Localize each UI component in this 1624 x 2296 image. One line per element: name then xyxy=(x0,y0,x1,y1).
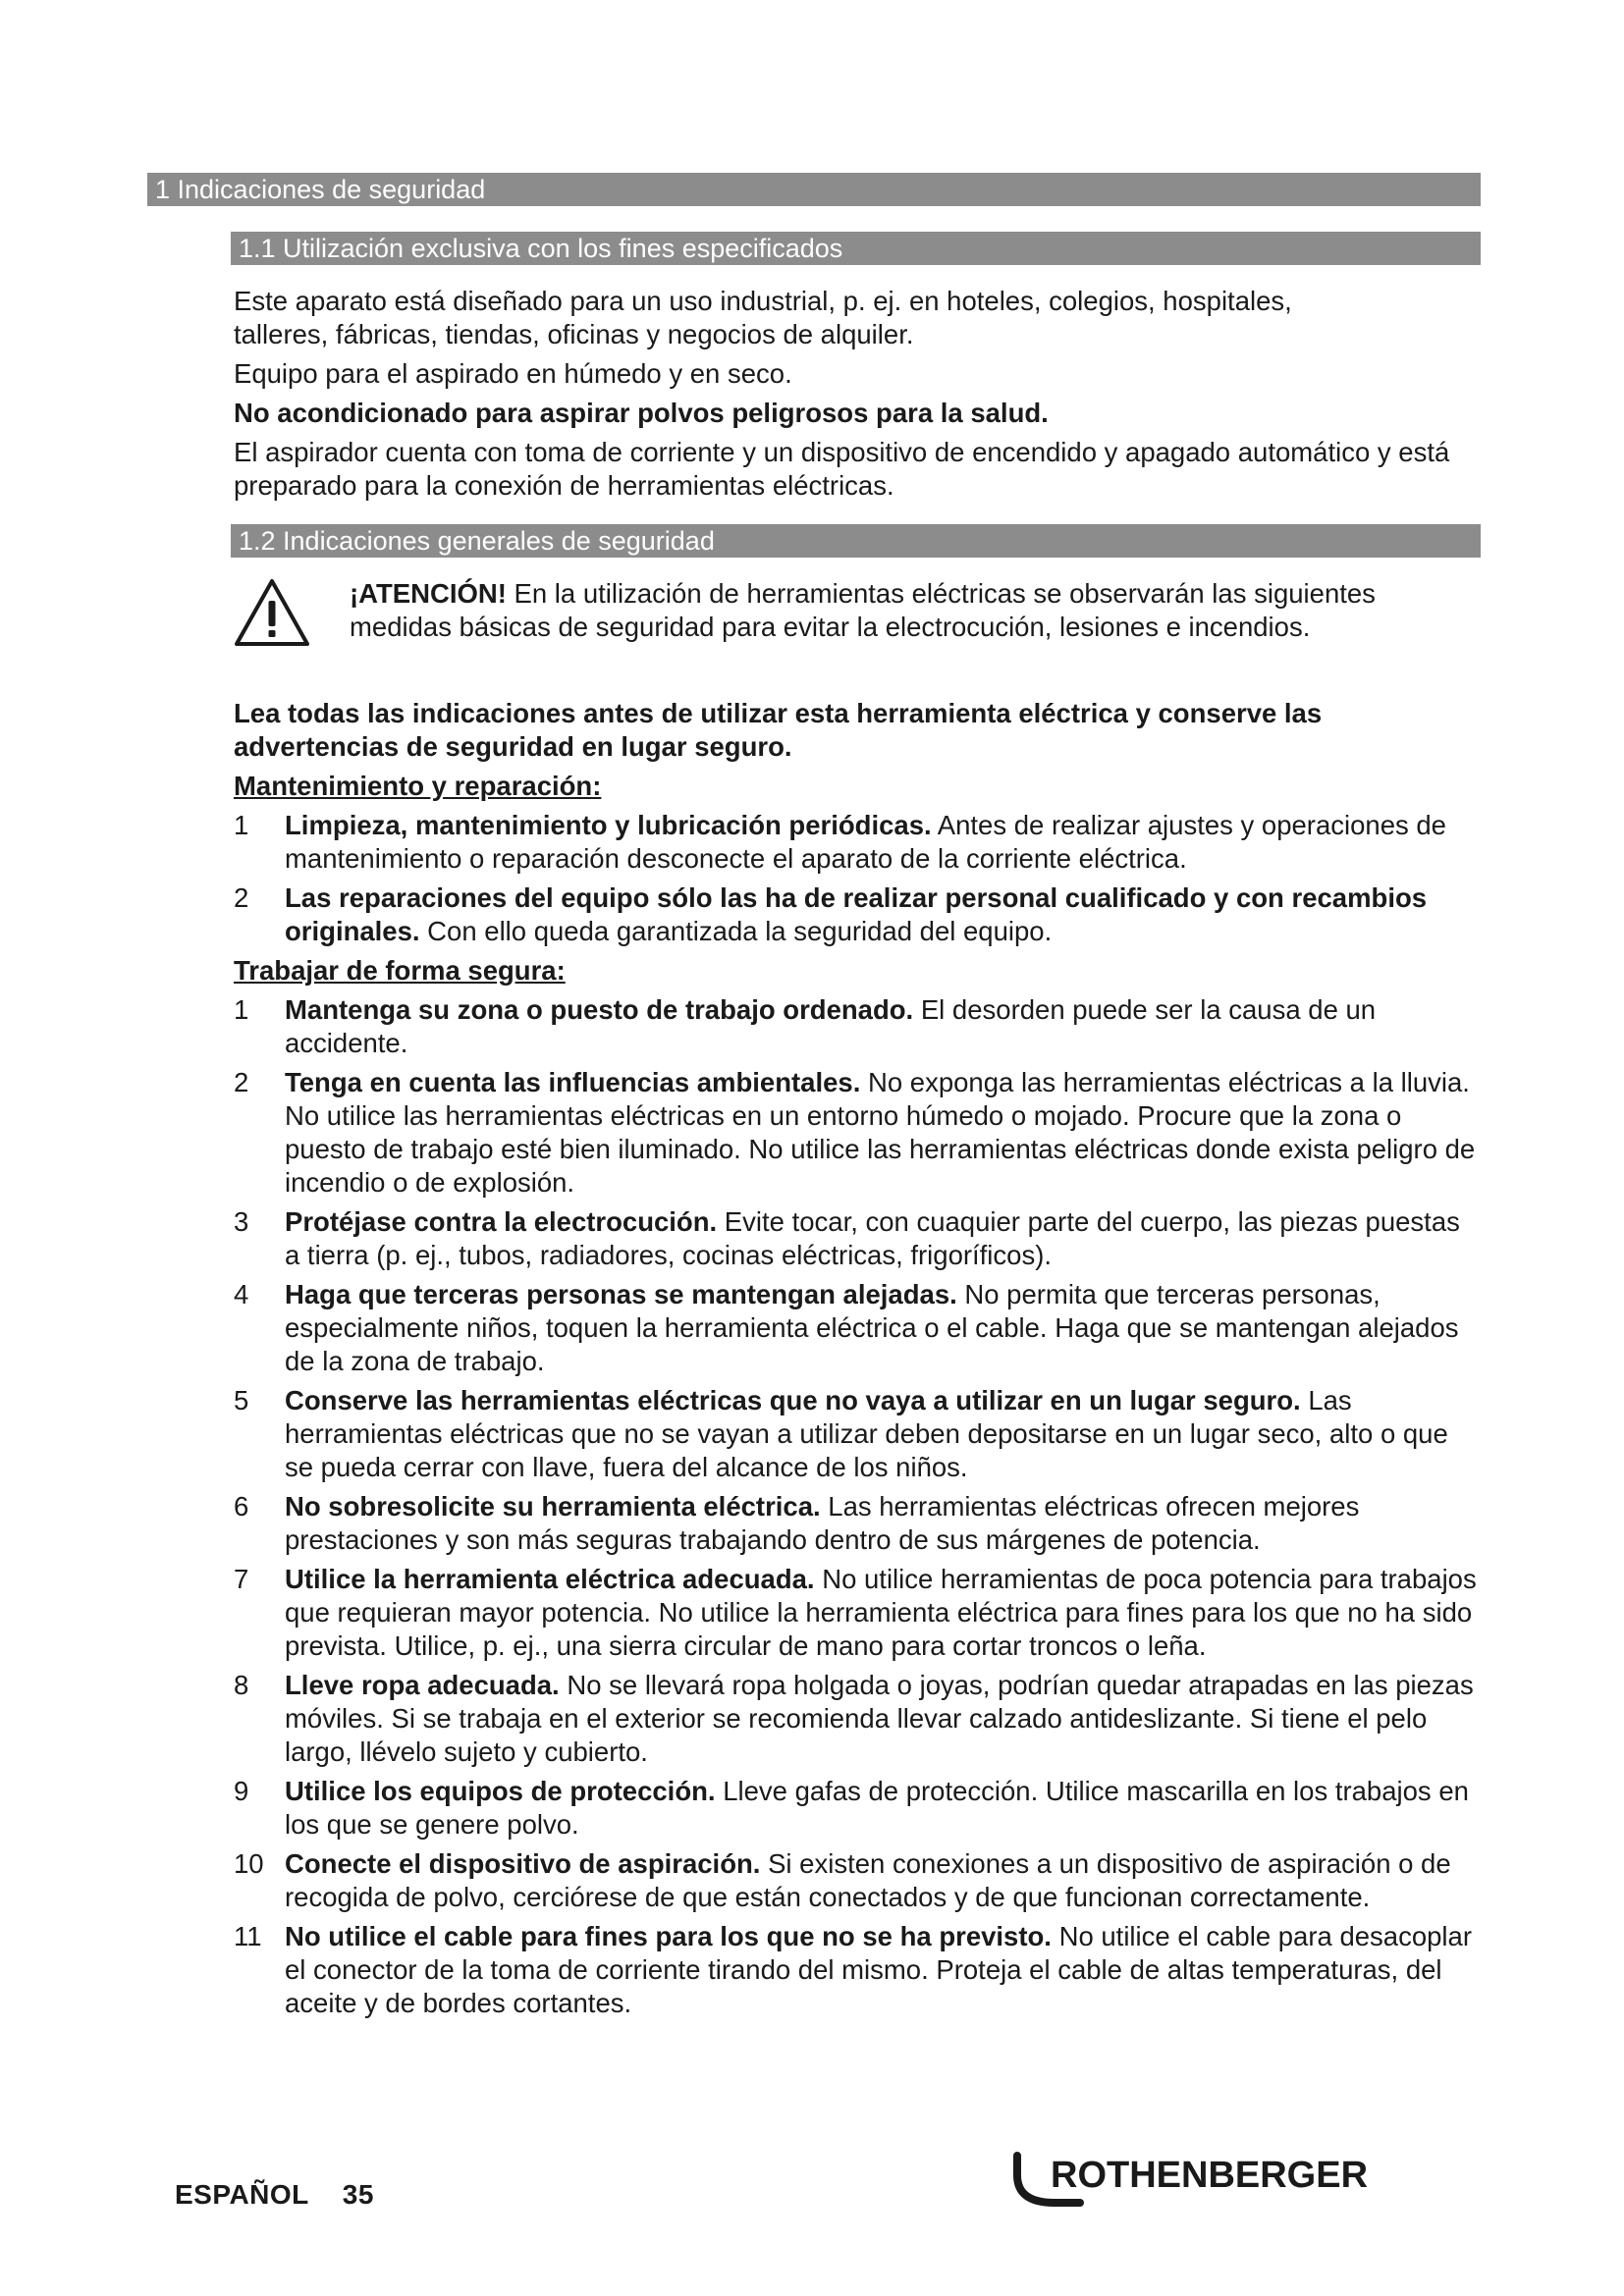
list-item-number: 2 xyxy=(234,1067,249,1097)
list-item-title: No sobresolicite su herramienta eléctrica. xyxy=(285,1491,821,1522)
list-item xyxy=(234,1490,1481,1557)
list-item-number: 8 xyxy=(234,1670,249,1700)
list-item xyxy=(234,809,1481,876)
list-item xyxy=(234,1775,1481,1842)
list-item-title: No utilice el cable para fines para los que no se ha previsto. xyxy=(285,1921,1052,1951)
list-item-number: 11 xyxy=(234,1921,262,1951)
list-item-text: No utilice el cable para desacoplar el conector de la toma de corriente tirando del mismo. Proteja el cable de altas temperaturas, del aceite y de bordes cortantes. xyxy=(285,1921,1472,2018)
list-item-text: Lleve gafas de protección. Utilice mascarilla en los trabajos en los que se genere polvo. xyxy=(285,1776,1469,1840)
list-item-title: Conecte el dispositivo de aspiración. xyxy=(285,1848,761,1879)
list-item-number: 1 xyxy=(234,994,249,1025)
list-item-number: 6 xyxy=(234,1491,249,1522)
list-item-number: 5 xyxy=(234,1385,249,1415)
logo-text: ROTHENBERGER xyxy=(1051,2155,1369,2196)
list-item xyxy=(234,1278,1481,1378)
paragraph: Este aparato está diseñado para un uso industrial, p. ej. en hoteles, colegios, hospitales, talleres, fábricas, tiendas, oficinas y negocios de alquiler. xyxy=(234,286,1292,349)
list-item-title: Las reparaciones del equipo sólo las ha de realizar personal cualificado y con recambios originales. xyxy=(285,882,1428,946)
list-item-text: No utilice herramientas de poca potencia para trabajos que requieran mayor potencia. No utilice la herramienta eléctrica para fines para los que no ha sido prevista. Utilice, p. ej., una sierra circular de mano para cortar troncos o leña. xyxy=(285,1564,1477,1661)
list-item-title: Utilice los equipos de protección. xyxy=(285,1776,716,1806)
maintenance-list xyxy=(234,809,1481,948)
list-item-text: Las herramientas eléctricas que no se vayan a utilizar deben depositarse en un lugar seco, alto o que se pueda cerrar con llave, fuera del alcance de los niños. xyxy=(285,1385,1448,1482)
list-item xyxy=(234,1847,1481,1914)
warning-body: En la utilización de herramientas eléctricas se observarán las siguientes medidas básicas de seguridad para evitar la electrocución, lesiones e incendios. xyxy=(350,578,1376,642)
subsection-heading-general-safety: 1.2 Indicaciones generales de seguridad xyxy=(231,524,1481,558)
list-item-number: 3 xyxy=(234,1206,249,1237)
list-item xyxy=(234,1563,1481,1663)
list-item-title: Haga que terceras personas se mantengan alejadas. xyxy=(285,1279,957,1309)
list-item-number: 7 xyxy=(234,1564,249,1594)
list-item-text: No permita que terceras personas, especialmente niños, toquen la herramienta eléctrica o el cable. Haga que se mantengan alejados de la zona de trabajo. xyxy=(285,1279,1459,1376)
list-item-title: Lleve ropa adecuada. xyxy=(285,1670,560,1700)
list-item xyxy=(234,993,1481,1060)
list-item xyxy=(234,1066,1481,1200)
list-item-number: 2 xyxy=(234,882,249,913)
list-item xyxy=(234,1920,1481,2020)
list-item-number: 4 xyxy=(234,1279,249,1309)
page-number: 35 xyxy=(342,2179,374,2210)
list-item-text: Con ello queda garantizada la seguridad del equipo. xyxy=(419,916,1053,946)
list-item-number: 1 xyxy=(234,810,249,840)
list-item-title: Utilice la herramienta eléctrica adecuada. xyxy=(285,1564,815,1594)
list-item-text: Las herramientas eléctricas ofrecen mejores prestaciones y son más seguras trabajando dentro de sus márgenes de potencia. xyxy=(285,1491,1360,1555)
list-item-number: 9 xyxy=(234,1776,249,1806)
footer-language: ESPAÑOL xyxy=(175,2179,309,2210)
list-item-text: Si existen conexiones a un dispositivo de aspiración o de recogida de polvo, cerciórese de que están conectados y de que funcionan correctamente. xyxy=(285,1848,1451,1912)
paragraph: El aspirador cuenta con toma de corriente y un dispositivo de encendido y apagado automático y está preparado para la conexión de herramientas eléctricas. xyxy=(234,437,1450,501)
list-item-text: Evite tocar, con cuaquier parte del cuerpo, las piezas puestas a tierra (p. ej., tubos, radiadores, cocinas eléctricas, frigoríficos). xyxy=(285,1206,1460,1270)
rothenberger-logo xyxy=(1011,2146,1404,2215)
maintenance-heading: Mantenimiento y reparación: xyxy=(234,771,602,801)
list-item-title: Limpieza, mantenimiento y lubricación periódicas. xyxy=(285,810,932,840)
paragraph: Equipo para el aspirado en húmedo y en seco. xyxy=(234,358,792,389)
list-item-title: Tenga en cuenta las influencias ambientales. xyxy=(285,1067,861,1097)
list-item-text: No se llevará ropa holgada o joyas, podrían quedar atrapadas en las piezas móviles. Si se trabaja en el exterior se recomienda llevar calzado antideslizante. Si tiene el pelo largo, llévelo sujeto y cubierto. xyxy=(285,1670,1474,1767)
intended-use-text xyxy=(234,285,1481,503)
warning-text xyxy=(350,577,1469,644)
list-item-title: Conserve las herramientas eléctricas que no vaya a utilizar en un lugar seguro. xyxy=(285,1385,1301,1415)
list-item-number: 10 xyxy=(234,1848,264,1879)
read-all-notice: Lea todas las indicaciones antes de utilizar esta herramienta eléctrica y conserve las advertencias de seguridad en lugar seguro. xyxy=(234,698,1323,762)
list-item xyxy=(234,1669,1481,1769)
section-heading: 1 Indicaciones de seguridad xyxy=(147,173,1481,206)
paragraph-bold: No acondicionado para aspirar polvos peligrosos para la salud. xyxy=(234,398,1049,428)
list-item xyxy=(234,1205,1481,1272)
subsection-heading-intended-use: 1.1 Utilización exclusiva con los fines especificados xyxy=(231,232,1481,265)
list-item xyxy=(234,881,1481,948)
list-item-text: No exponga las herramientas eléctricas a la lluvia. No utilice las herramientas eléctricas en un entorno húmedo o mojado. Procure que la zona o puesto de trabajo esté bien iluminado. No utilice las herramientas eléctricas donde exista peligro de incendio o de explosión. xyxy=(285,1067,1476,1198)
warning-triangle-icon xyxy=(234,577,310,648)
list-item-title: Mantenga su zona o puesto de trabajo ordenado. xyxy=(285,994,914,1025)
warning-label: ¡ATENCIÓN! xyxy=(350,578,507,609)
general-safety-body xyxy=(234,697,1481,2020)
safe-work-heading: Trabajar de forma segura: xyxy=(234,955,566,986)
list-item-text: Antes de realizar ajustes y operaciones de mantenimiento o reparación desconecte el aparato de la corriente eléctrica. xyxy=(285,810,1446,874)
footer xyxy=(175,2179,407,2211)
safe-work-list xyxy=(234,993,1481,2020)
list-item-text: El desorden puede ser la causa de un accidente. xyxy=(285,994,1377,1058)
list-item-title: Protéjase contra la electrocución. xyxy=(285,1206,718,1237)
list-item xyxy=(234,1384,1481,1484)
